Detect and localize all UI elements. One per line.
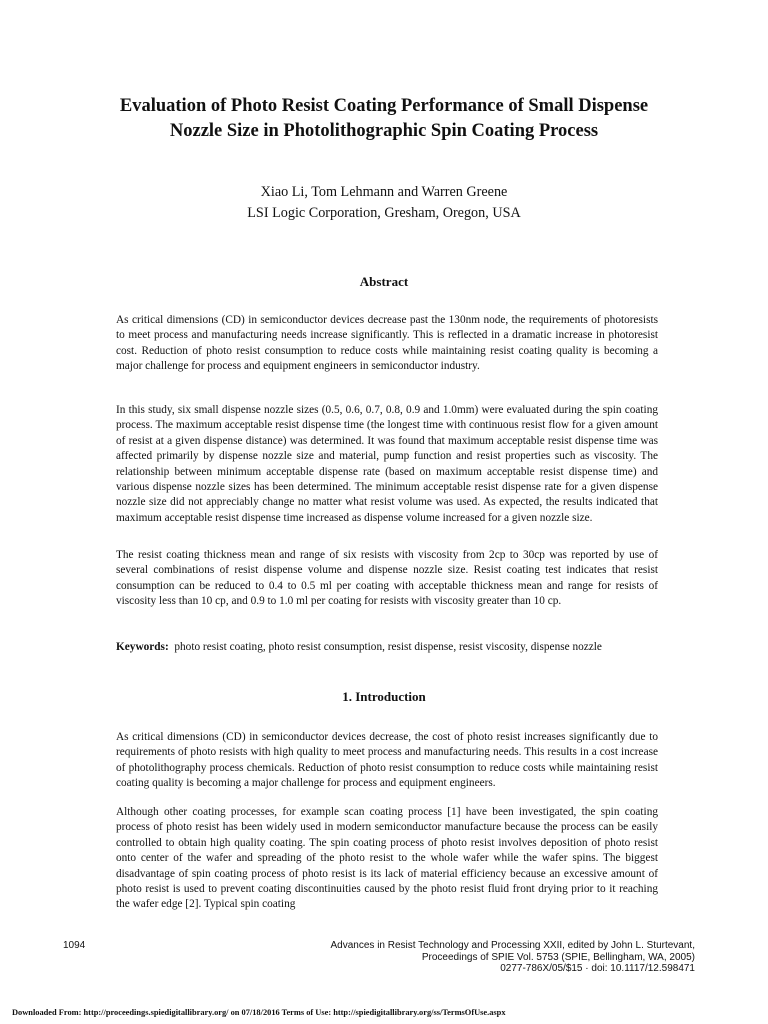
citation-line-3: 0277-786X/05/$15 · doi: 10.1117/12.598471 — [500, 963, 695, 974]
keywords-line: Keywords: photo resist coating, photo resist consumption, resist dispense, resist viscosity, dispense nozzle — [116, 641, 602, 653]
intro-paragraph-1: As critical dimensions (CD) in semiconductor devices decrease, the cost of photo resist increases significantly due to requirements of photo resists with high quality to meet process and manufacturing needs. This results in a cost increase of photolithography process chemicals. Reduction of photo resist consumption to reduce costs while maintaining resist coating quality is becoming a major challenge for process and equipment engineers. — [116, 731, 658, 790]
author-block — [110, 182, 658, 224]
citation-line-2: Proceedings of SPIE Vol. 5753 (SPIE, Bellingham, WA, 2005) — [421, 951, 695, 963]
page-number: 1094 — [63, 940, 86, 951]
abstract-paragraph-3: The resist coating thickness mean and range of six resists with viscosity from 2cp to 30cp was reported by use of several combinations of resist dispense volume and dispense nozzle size. Resist coating test indicates that resist consumption can be reduced to 0.4 to 0.5 ml per coating with acceptable thickness mean and range for resists of viscosity less than 10 cp, and 0.9 to 1.0 ml per coating for resists with viscosity greater than 10 cp. — [116, 549, 658, 608]
paper-title: Evaluation of Photo Resist Coating Performance of Small Dispense Nozzle Size in Photolithographic Spin Coating Process — [119, 96, 649, 141]
author-affiliation: LSI Logic Corporation, Gresham, Oregon, USA — [247, 205, 521, 221]
citation-block — [235, 940, 695, 975]
keywords-label: Keywords — [116, 641, 165, 653]
abstract-heading: Abstract — [359, 274, 409, 289]
keywords-text: photo resist coating, photo resist consumption, resist dispense, resist viscosity, dispense nozzle — [174, 641, 602, 653]
section-heading-introduction: 1. Introduction — [342, 689, 426, 704]
abstract-paragraph-1: As critical dimensions (CD) in semiconductor devices decrease past the 130nm node, the requirements of photoresists to meet process and manufacturing needs increase significantly. This is reflected in a dramatic increase in photoresist cost. Reduction of photo resist consumption to reduce costs while maintaining resist coating quality is becoming a major challenge for process and equipment engineers in semiconductor industry. — [116, 314, 658, 373]
download-notice: Downloaded From: http://proceedings.spiedigitallibrary.org/ on 07/18/2016 Terms of Use: http://spiedigitallibrary.org/ss/TermsOfUse.aspx — [12, 1008, 506, 1017]
abstract-paragraph-2: In this study, six small dispense nozzle sizes (0.5, 0.6, 0.7, 0.8, 0.9 and 1.0mm) were evaluated during the spin coating process. The maximum acceptable resist dispense time (the longest time with continuous resist flow for a given amount of resist at a given dispense distance) was determined. It was found that maximum acceptable resist dispense time was affected primarily by dispense nozzle size and material, pump function and resist properties such as viscosity. The relationship between minimum acceptable dispense rate (based on maximum acceptable resist dispense time) and various dispense nozzle sizes has been determined. The minimum acceptable resist dispense rate for a given dispense nozzle size did not appreciably change no matter what resist volume was used. As expected, the results indicated that maximum acceptable resist dispense time increased as dispense volume increased for a given nozzle size. — [116, 404, 658, 524]
author-names: Xiao Li, Tom Lehmann and Warren Greene — [260, 184, 508, 200]
intro-paragraph-2: Although other coating processes, for example scan coating process [1] have been investigated, the spin coating process of photo resist has been widely used in modern semiconductor manufacture because the process can be easily controlled to obtain high quality coating. The spin coating process of photo resist involves deposition of photo resist onto center of the wafer and spreading of the photo resist to the whole wafer while the wafer spins. The biggest disadvantage of spin coating process of photo resist is its lack of material efficiency because an excessive amount of photo resist is used to prevent coating discontinuities caused by the photo resist fluid front drying prior to it reaching the wafer edge [2]. Typical spin coating — [116, 806, 658, 911]
citation-line-1: Advances in Resist Technology and Processing XXII, edited by John L. Sturtevant, — [330, 940, 695, 951]
